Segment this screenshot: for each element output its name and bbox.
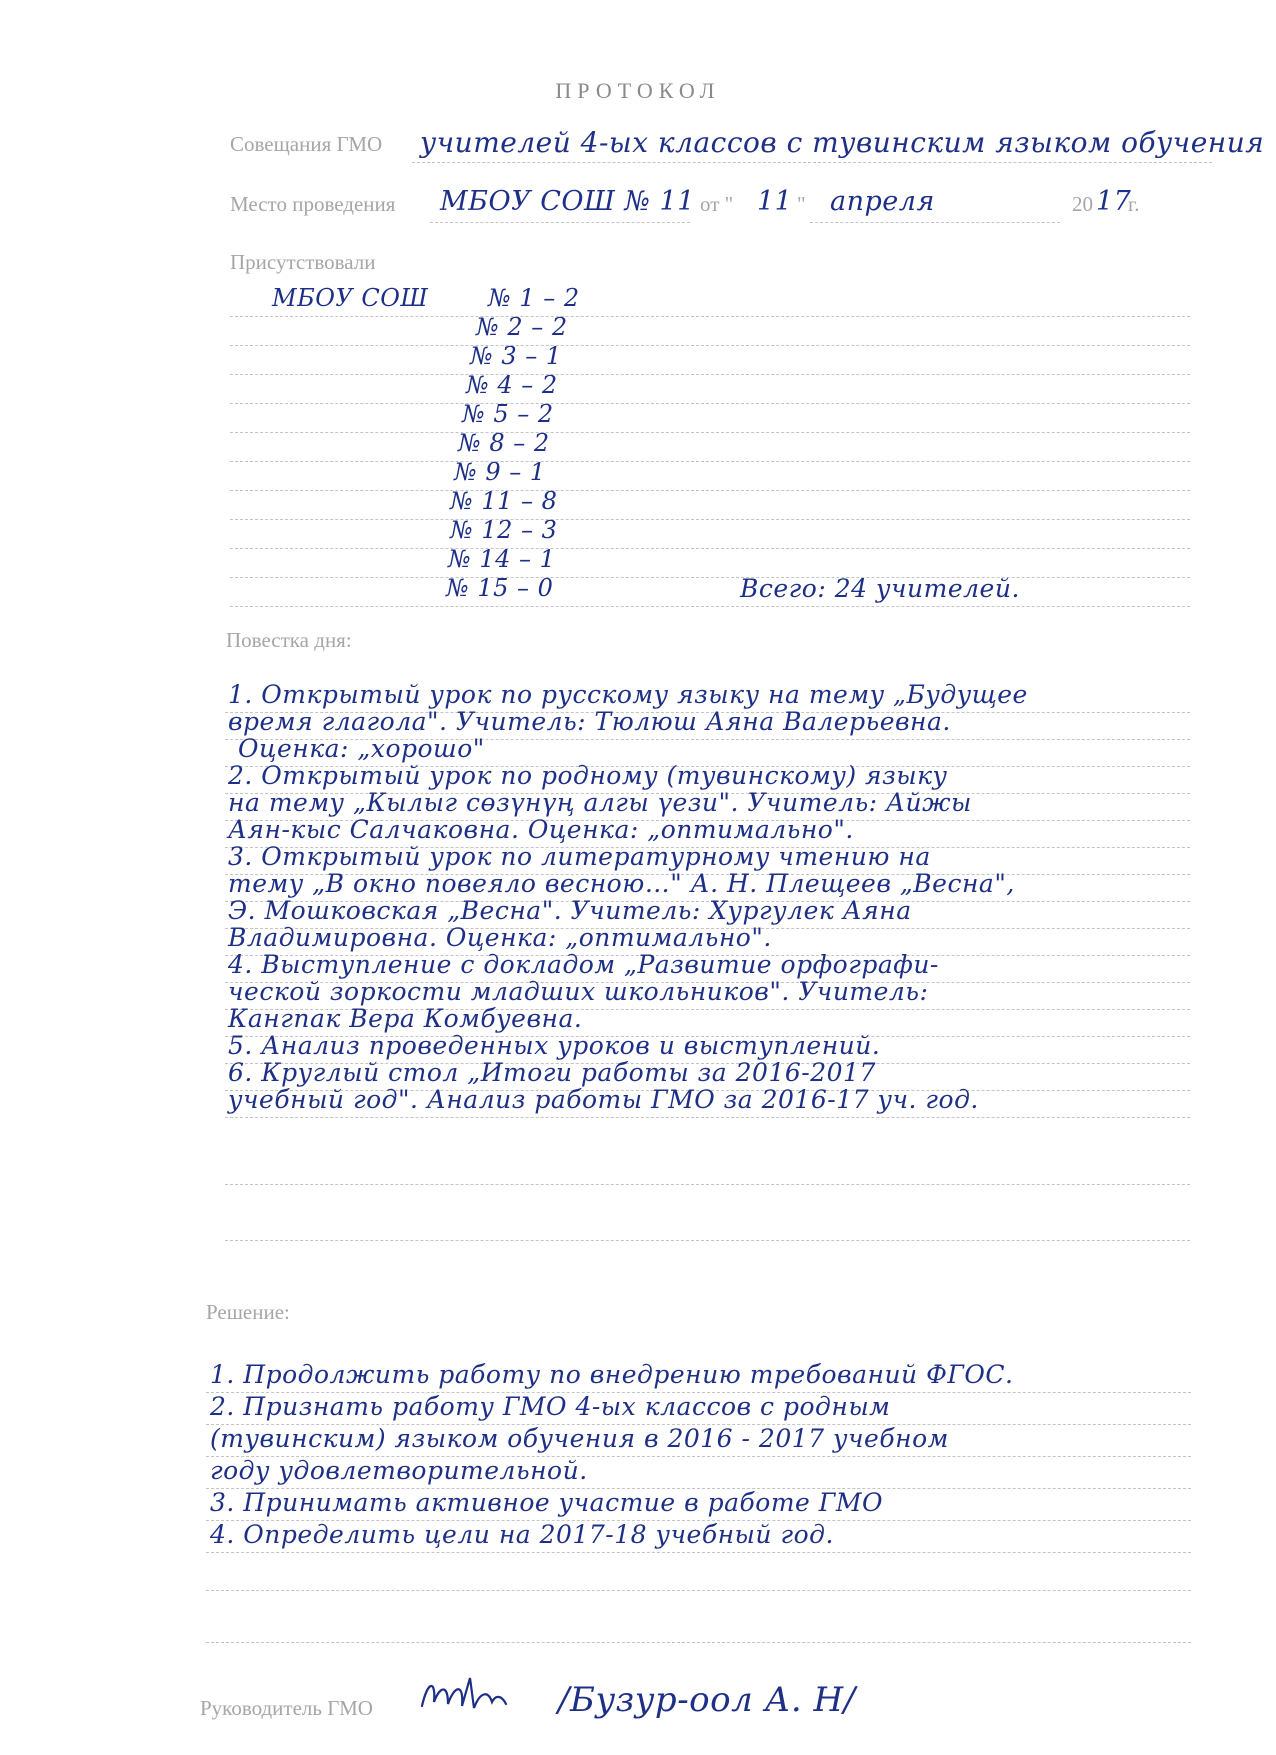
ruled-line	[225, 1184, 1190, 1185]
attendee-school: № 2 – 2	[476, 313, 568, 341]
agenda-line: 5. Анализ проведенных уроков и выступлений.	[228, 1031, 881, 1060]
venue-year-prefix: 20	[1072, 192, 1093, 216]
ruled-line	[230, 403, 1190, 404]
ruled-line	[206, 1590, 1191, 1591]
agenda-line: 1. Открытый урок по русскому языку на тему „Будущее	[228, 680, 1028, 709]
ruled-line	[230, 606, 1190, 607]
attendee-school: № 11 – 8	[450, 487, 558, 515]
agenda-line: Оценка: „хорошо"	[238, 734, 485, 763]
agenda-line: время глагола". Учитель: Тюлюш Аяна Валерьевна.	[228, 707, 951, 736]
month-rule	[810, 222, 1060, 223]
decision-line: 2. Признать работу ГМО 4-ых классов с родным	[210, 1392, 891, 1421]
decision-line: (тувинским) языком обучения в 2016 - 2017 учебном	[210, 1424, 949, 1453]
venue-from-label: от "	[700, 192, 734, 216]
venue-rule	[430, 222, 690, 223]
venue-month: апреля	[830, 186, 935, 217]
attendees-total: Всего: 24 учителей.	[740, 574, 1020, 603]
agenda-line: на тему „Кылыг сөзүнүң алгы үези". Учитель: Айжы	[228, 788, 972, 817]
agenda-line: учебный год". Анализ работы ГМО за 2016-17 уч. год.	[228, 1085, 979, 1114]
ruled-line	[225, 1117, 1190, 1118]
attendees-label: Присутствовали	[230, 250, 376, 274]
venue-year-suffix: 17	[1096, 186, 1132, 217]
decision-line: 3. Принимать активное участие в работе ГМО	[210, 1488, 883, 1517]
attendee-school: № 5 – 2	[462, 400, 554, 428]
attendee-school: № 3 – 1	[470, 342, 562, 370]
attendee-school: № 12 – 3	[450, 516, 558, 544]
decision-label: Решение:	[206, 1300, 290, 1324]
agenda-line: Кангпак Вера Комбуевна.	[228, 1004, 583, 1033]
signature-scribble	[418, 1672, 510, 1716]
ruled-line	[230, 374, 1190, 375]
agenda-line: 6. Круглый стол „Итоги работы за 2016-2017	[228, 1058, 876, 1087]
agenda-line: 3. Открытый урок по литературному чтению на	[228, 842, 931, 871]
meeting-label: Совещания ГМО	[230, 132, 383, 156]
agenda-line: 4. Выступление с докладом „Развитие орфографи-	[228, 950, 939, 979]
signature-name: /Бузур-оол А. Н/	[558, 1680, 856, 1720]
venue-label: Место проведения	[230, 192, 396, 216]
ruled-line	[230, 519, 1190, 520]
ruled-line	[206, 1642, 1191, 1643]
venue-value: МБОУ СОШ № 11	[440, 186, 695, 217]
attendee-school: № 1 – 2	[488, 284, 580, 312]
school-prefix: МБОУ СОШ	[272, 284, 429, 312]
agenda-label: Повестка дня:	[226, 628, 352, 652]
agenda-line: ческой зоркости младших школьников". Учитель:	[228, 977, 929, 1006]
ruled-line	[230, 577, 1190, 578]
ruled-line	[230, 316, 1190, 317]
venue-day-close: "	[797, 192, 806, 216]
ruled-line	[230, 548, 1190, 549]
venue-day: 11	[757, 186, 793, 217]
agenda-line: Э. Мошковская „Весна". Учитель: Хургулек Аяна	[228, 896, 912, 925]
agenda-line: Владимировна. Оценка: „оптимально".	[228, 923, 772, 952]
attendee-school: № 15 – 0	[446, 574, 554, 602]
meeting-value: учителей 4-ых классов с тувинским языком обучения	[420, 126, 1265, 159]
ruled-line	[206, 1552, 1191, 1553]
signature-label: Руководитель ГМО	[200, 1696, 373, 1720]
meeting-rule	[412, 162, 1212, 163]
agenda-line: Аян-кыс Салчаковна. Оценка: „оптимально".	[228, 815, 854, 844]
ruled-line	[230, 345, 1190, 346]
decision-line: 4. Определить цели на 2017-18 учебный год.	[210, 1520, 834, 1549]
decision-line: году удовлетворительной.	[210, 1456, 588, 1485]
ruled-line	[225, 1240, 1190, 1241]
ruled-line	[230, 490, 1190, 491]
ruled-line	[230, 461, 1190, 462]
agenda-line: 2. Открытый урок по родному (тувинскому) языку	[228, 761, 948, 790]
ruled-line	[230, 432, 1190, 433]
decision-line: 1. Продолжить работу по внедрению требований ФГОС.	[210, 1360, 1014, 1389]
agenda-line: тему „В окно повеяло весною…" А. Н. Плещеев „Весна",	[228, 869, 1015, 898]
attendee-school: № 8 – 2	[458, 429, 550, 457]
attendee-school: № 4 – 2	[466, 371, 558, 399]
attendee-school: № 9 – 1	[454, 458, 546, 486]
attendee-school: № 14 – 1	[448, 545, 556, 573]
venue-year-end: г.	[1128, 192, 1140, 216]
document-title: ПРОТОКОЛ	[555, 78, 721, 103]
